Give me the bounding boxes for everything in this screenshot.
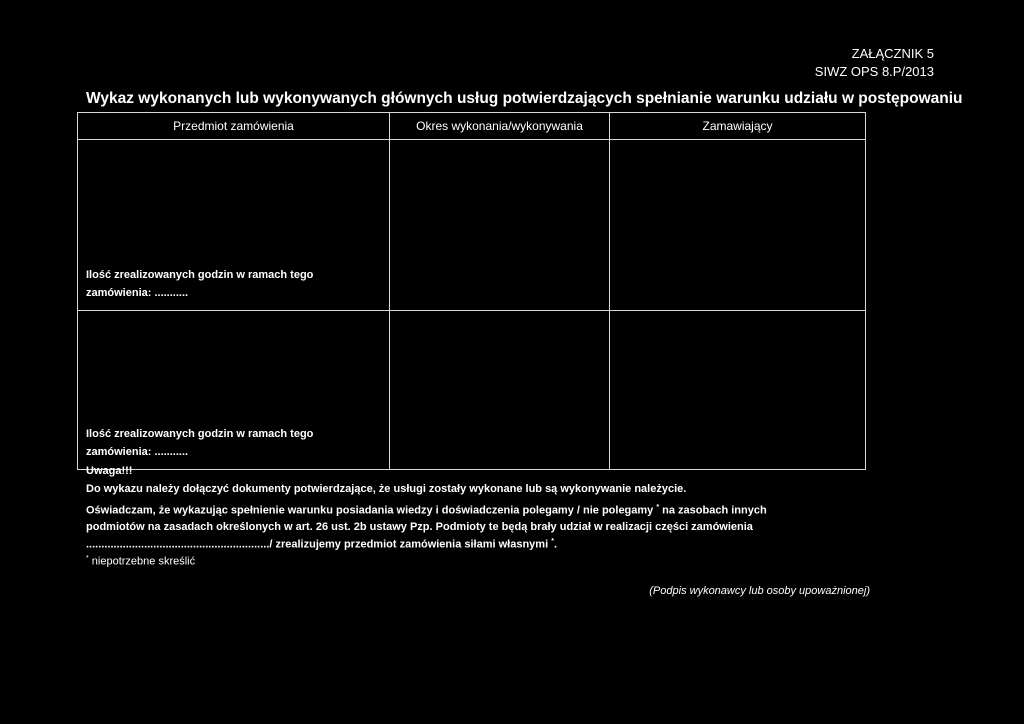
table-row	[78, 311, 866, 470]
column-header-subject: Przedmiot zamówienia	[78, 113, 390, 140]
signature-label: (Podpis wykonawcy lub osoby upoważnionej)	[649, 585, 870, 597]
hours-value-placeholder: zamówienia: ...........	[86, 446, 189, 458]
table-cell-period	[390, 140, 610, 311]
table-cell-period	[390, 311, 610, 470]
note-text: Do wykazu należy dołączyć dokumenty potwierdzające, że usługi zostały wykonane lub są wykonywanie należycie.	[86, 483, 687, 495]
column-header-client: Zamawiający	[610, 113, 866, 140]
hours-value-placeholder: zamówienia: ...........	[86, 287, 189, 299]
table-cell-client	[610, 140, 866, 311]
statement-line-3: ............................................................/ zrealizujemy przedmiot zamówienia siłami własnymi *.	[86, 538, 557, 551]
column-header-period: Okres wykonania/wykonywania	[390, 113, 610, 140]
table-header-row	[78, 113, 866, 140]
table-cell-client	[610, 311, 866, 470]
table-cell-subject	[78, 311, 390, 470]
hours-label: Ilość zrealizowanych godzin w ramach tego	[86, 428, 314, 440]
statement-line-1: Oświadczam, że wykazując spełnienie warunku posiadania wiedzy i doświadczenia polegamy / nie polegamy * na zasobach innych	[86, 504, 767, 517]
table-cell-subject	[78, 140, 390, 311]
footnote: * niepotrzebne skreślić	[86, 555, 196, 568]
hours-label: Ilość zrealizowanych godzin w ramach tego	[86, 269, 314, 281]
table-row	[78, 140, 866, 311]
statement-line-2: podmiotów na zasadach określonych w art. 26 ust. 2b ustawy Pzp. Podmioty te będą brały udział w realizacji części zamówienia	[86, 521, 753, 533]
services-table	[77, 112, 866, 470]
attachment-label: ZAŁĄCZNIK 5	[851, 46, 934, 61]
note-heading: Uwaga!!!	[86, 465, 133, 477]
document-title: Wykaz wykonanych lub wykonywanych głównych usług potwierdzających spełnianie warunku udziału w postępowaniu	[86, 90, 963, 107]
reference-number: SIWZ OPS 8.P/2013	[814, 64, 934, 79]
